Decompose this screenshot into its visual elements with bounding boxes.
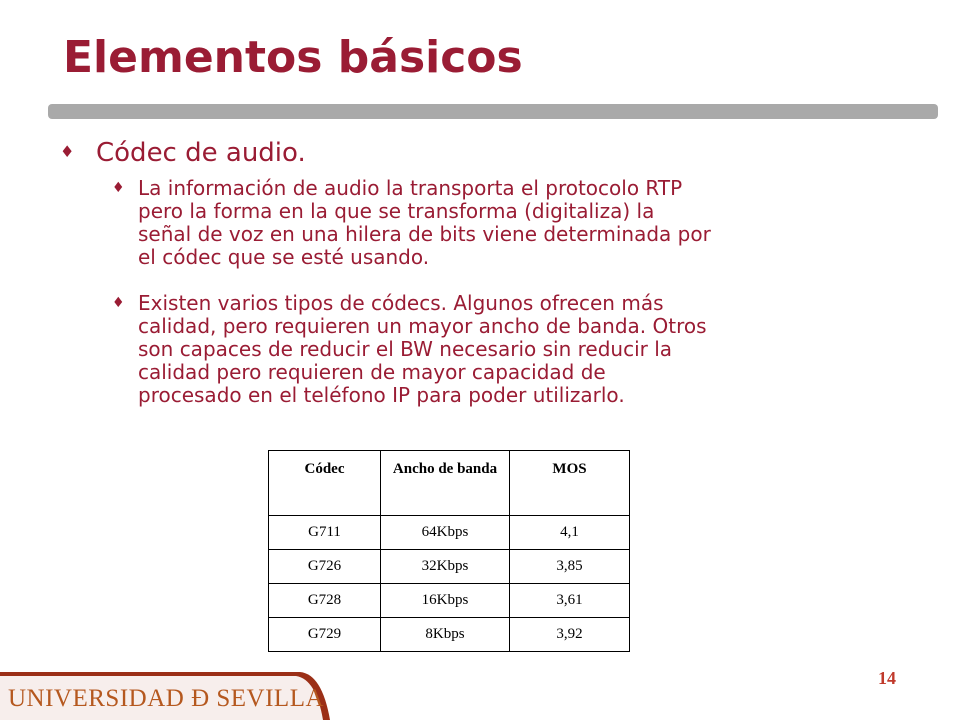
cell-bandwidth: 64Kbps: [381, 516, 510, 550]
university-logo: [0, 672, 330, 720]
cell-bandwidth: 8Kbps: [381, 618, 510, 652]
table-header-row: [269, 451, 630, 516]
table-row: [269, 516, 630, 550]
page-number: 14: [878, 668, 896, 688]
cell-bandwidth: 32Kbps: [381, 550, 510, 584]
cell-codec: G728: [269, 584, 381, 618]
table-row: [269, 550, 630, 584]
header-bandwidth: Ancho de banda: [381, 451, 510, 516]
sub-bullet-2-line: calidad, pero requieren un mayor ancho de banda. Otros: [138, 314, 707, 338]
sub-bullet-2-line: son capaces de reducir el BW necesario sin reducir la: [138, 337, 673, 361]
sub-bullet-1-line: el códec que se esté usando.: [138, 245, 430, 269]
sub-bullet-2-line: Existen varios tipos de códecs. Algunos ofrecen más: [138, 291, 664, 315]
sub-bullet-1: [112, 177, 912, 269]
cell-mos: 4,1: [510, 516, 630, 550]
slide-title: Elementos básicos: [63, 32, 523, 83]
cell-codec: G729: [269, 618, 381, 652]
cell-mos: 3,85: [510, 550, 630, 584]
title-underline-bar: [48, 104, 938, 119]
sub-bullet-1-line: señal de voz en una hilera de bits viene determinada por: [138, 222, 711, 246]
diamond-bullet-icon: ♦: [112, 295, 125, 311]
sub-bullet-2: [112, 292, 912, 407]
logo-text: UNIVERSIDAD Ð SEVILLA: [8, 685, 325, 712]
cell-bandwidth: 16Kbps: [381, 584, 510, 618]
cell-mos: 3,61: [510, 584, 630, 618]
sub-bullet-1-line: pero la forma en la que se transforma (digitaliza) la: [138, 199, 655, 223]
main-bullet-text: Códec de audio.: [96, 138, 306, 168]
table-row: [269, 584, 630, 618]
cell-codec: G711: [269, 516, 381, 550]
sub-bullet-2-line: calidad pero requieren de mayor capacidad de: [138, 360, 606, 384]
sub-bullet-2-line: procesado en el teléfono IP para poder utilizarlo.: [138, 383, 625, 407]
main-bullet: [60, 136, 920, 169]
cell-codec: G726: [269, 550, 381, 584]
diamond-bullet-icon: ♦: [60, 142, 75, 161]
codec-table: [268, 450, 630, 652]
diamond-bullet-icon: ♦: [112, 180, 125, 196]
header-mos: MOS: [510, 451, 630, 516]
table-row: [269, 618, 630, 652]
sub-bullet-1-line: La información de audio la transporta el protocolo RTP: [138, 176, 683, 200]
cell-mos: 3,92: [510, 618, 630, 652]
header-codec: Códec: [269, 451, 381, 516]
